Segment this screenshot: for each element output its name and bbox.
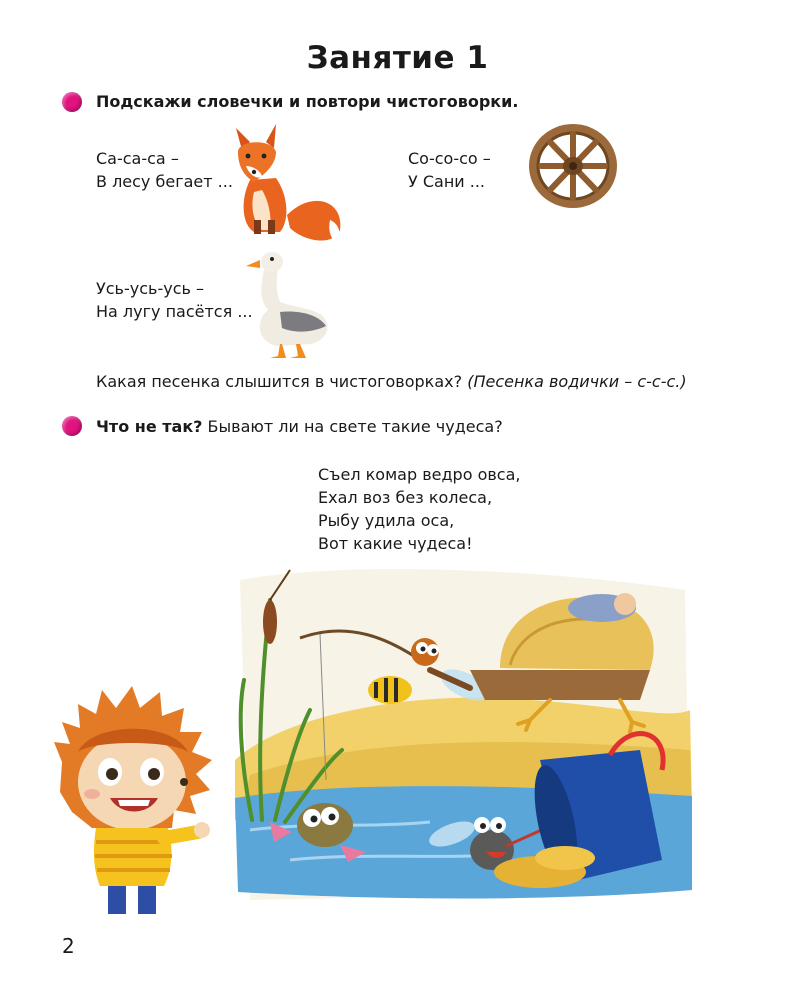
question [96,372,687,392]
page-title: Занятие 1 [306,40,489,76]
poem [318,463,520,555]
task-2-text: Бывают ли на свете такие чудеса? [202,417,503,436]
verse-2 [408,147,491,193]
verse-3-line-1: Усь-усь-усь – [96,279,204,298]
poem-line-3: Рыбу удила оса, [318,511,455,530]
nonsense-scene-illustration [230,560,695,905]
hedgehog-boy-illustration [52,682,217,917]
task-bullet-icon [62,92,82,112]
wheel-picture [525,120,621,212]
task-1 [96,92,518,112]
poem-line-2: Ехал воз без колеса, [318,488,493,507]
task-2-bold: Что не так? [96,417,203,436]
page-number: 2 [62,934,75,958]
verse-1-line-2: В лесу бегает ... [96,172,233,191]
verse-3 [96,277,253,323]
verse-1 [96,147,233,193]
task-bullet-icon [62,416,82,436]
verse-1-line-1: Са-са-са – [96,149,179,168]
poem-line-4: Вот какие чудеса! [318,534,473,553]
verse-2-line-1: Со-со-со – [408,149,491,168]
task-2 [96,417,503,437]
question-text: Какая песенка слышится в чистоговорках? [96,372,463,391]
question-answer: (Песенка водички – с-с-с.) [467,372,687,391]
verse-2-line-2: У Сани ... [408,172,486,191]
verse-3-line-2: На лугу пасётся ... [96,302,253,321]
poem-line-1: Съел комар ведро овса, [318,465,521,484]
fox-picture [232,120,347,250]
task-1-text: Подскажи словечки и повтори чистоговорки. [96,92,519,111]
goose-picture [240,240,335,360]
